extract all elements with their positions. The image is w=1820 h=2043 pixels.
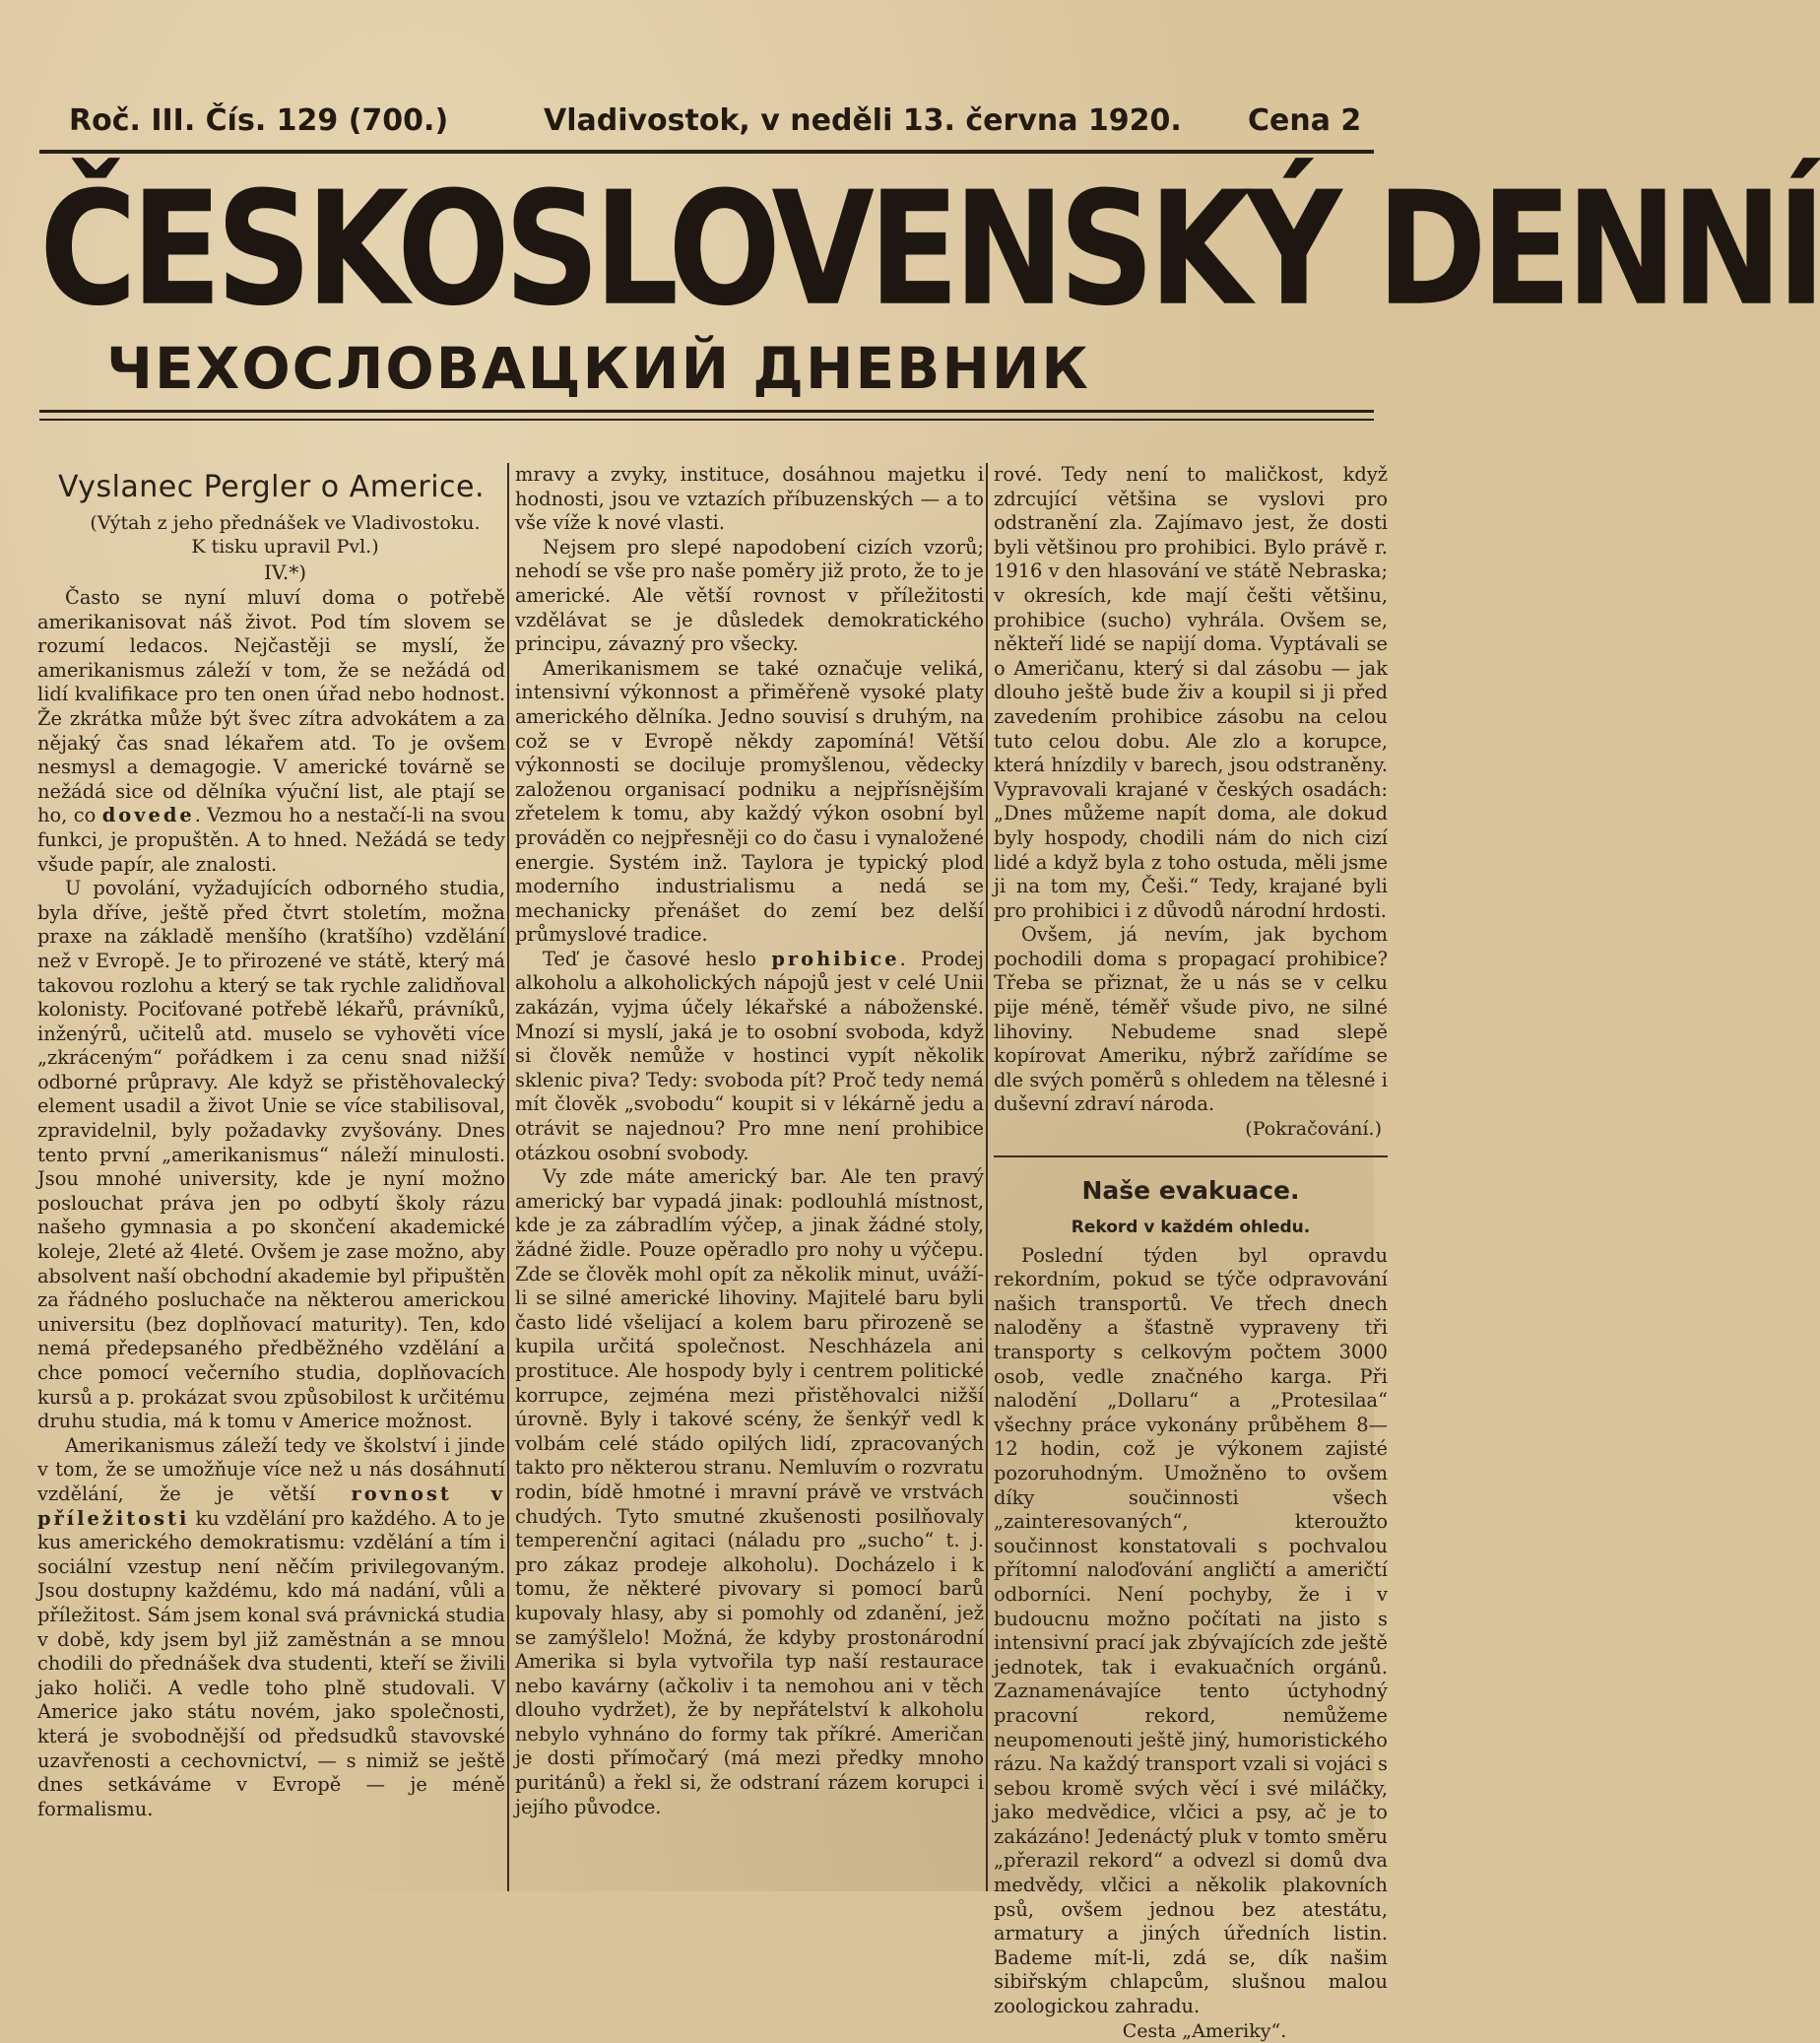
article-paragraph: Amerikanismem se také označuje veliká, intensivní výkonnost a přiměřeně vysoké platy amerického dělníka. Jedno souvisí s druhým, na což se v Evropě někdy zapomíná! Větší výkonnosti se dociluje promyšlenou, vědecky založenou organisací podniku a nejpřísnějším zřetelem k tomu, aby každý výkon osobní byl prováděn co nejpřesněji co do času i vynaložené energie. Systém inž. Taylora je typický plod moderního industrialismu a nedá se mechanicky přenášet do zemí bez delší průmyslové tradice. xyxy=(515,656,984,947)
issue-line xyxy=(69,103,1389,143)
article-paragraph: U povolání, vyžadujících odborného studia, byla dříve, ještě před čtvrt stoletím, možna praxe na základě menšího (kratšího) vzdělání než v Evropě. Je to přirozené ve státě, který má takovou rozlohu a který se tak rychle zalidňoval kolonisty. Pociťované potřebě lékařů, právníků, inženýrů, učitelů atd. muselo se vyhověti více „zkráceným“ pořádkem i za cenu snad nižší odborné průpravy. Ale když se přistěhovalecký element usadil a život Unie se více stabilisoval, zpravidelnil, byly požadavky zvyšovány. Dnes tento první „amerikanismus“ náleží minulosti. Jsou mnohé university, kde je nyní možno poslouchat práva jen po odbytí školy rázu našeho gymnasia a po skončení akademické koleje, 2leté až 4leté. Ovšem je zase možno, aby absolvent naší obchodní akademie byl připuštěn za řádného posluchače na některou americkou universitu (bez doplňovací maturity). Ten, kdo nemá předepsaného předběžného vzdělání a chce pomocí večerního studia, doplňovacích kursů a p. prokázat svou způsobilost k určitému druhu studia, má k tomu v Americe možnost. xyxy=(37,877,505,1433)
issue-date: Vladivostok, v neděli 13. června 1920. xyxy=(544,103,1182,138)
masthead-subtitle: ЧЕХОСЛОВАЦКИЙ ДНЕВНИК xyxy=(106,335,1090,402)
article-paragraph: Nejsem pro slepé napodobení cizích vzorů; nehodí se vše pro naše poměry již proto, že to je americké. Ale větší rovnost v příležitosti vzdělávat se je důsledek demokratického principu, závazný pro všecky. xyxy=(515,535,984,656)
column-3 xyxy=(994,463,1388,2042)
article-paragraph: rové. Tedy není to maličkost, když zdrcující většina se vyslovi pro odstranění zla. Zajímavo jest, že dosti byli většinou pro prohibici. Bylo právě r. 1916 v den hlasování ve státě Nebraska; v okresích, kde mají češti většinu, prohibice (sucho) vyhrála. Ovšem se, někteří lidé se napijí doma. Vyptávali se o Američanu, který si dal zásobu — jak dlouho ještě bude živ a koupil si ji před zavedením prohibice zásobu na celou tuto celou dobu. Ale zlo a korupce, která hnízdily v barech, jsou odstraněny. Vypravovali krajané v českých osadách: „Dnes můžeme napít doma, ale dokud byly hospody, chodili nám do nich cizí lidé a když byla z toho ostuda, měli jsme ji na tom my, Češi.“ Tedy, krajané byli pro prohibici i z důvodů národní hrdosti. xyxy=(994,463,1388,922)
article-separator xyxy=(994,1155,1388,1157)
article-2-subtitle: Rekord v každém ohledu. xyxy=(1071,1217,1311,1237)
top-rule xyxy=(39,150,1374,154)
issue-price: Cena 2 xyxy=(1248,103,1362,138)
article-note-2: K tisku upravil Pvl.) xyxy=(191,536,379,558)
masthead-rule-2 xyxy=(39,419,1374,421)
article-title: Vyslanec Pergler o Americe. xyxy=(57,470,486,504)
article-paragraph: Teď je časové heslo prohibice. Prodej alkoholu a alkoholických nápojů jest v celé Unii zakázán, vyjma účely lékařské a náboženské. Mnozí si myslí, jaká je to osobní svoboda, když si člověk nemůže v hostinci vypít několik sklenic piva? Tedy: svoboda pít? Proč tedy nemá mít člověk „svobodu“ koupit si v lékárně jedu a otrávit se najednou? Pro mne není prohibice otázkou osobní svobody. xyxy=(515,947,985,1164)
article-paragraph: Poslední týden byl opravdu rekordním, pokud se týče odpravování našich transportů. Ve třech dnech naloděny a šťastně vypraveny tři transporty s celkovým počtem 3000 osob, vedle značného karga. Při nalodění „Dollaru“ a „Protesilaa“ všechny práce vykonány průběhem 8—12 hodin, což je výkonem zajisté pozoruhodným. Umožněno to ovšem díky součinnosti všech „zainteresovaných“, kteroužto součinnost konstatovali s pochvalou přítomní naloďování angličtí a američtí odborníci. Není pochyby, že i v budoucnu možno počítati na jisto s intensivní prací jak zbývajících zde ještě jednotek, tak i evakuačních orgánů. Zaznamenávajíce tento úctyhodný pracovní rekord, nemůžeme neupomenouti ještě jiný, humoristického rázu. Na každý transport vzali si vojáci s sebou kromě svých věcí i své miláčky, jako medvědice, vlčici a psy, ač je to zakázáno! Jedenáctý pluk v tomto směru „přerazil rekord“ a odvezl si domů dva medvědy, vlčici a několik plakovních psů, ovšem jednou bez atestátu, armatury a jiných úředních listin. Bademe mít-li, zdá se, dík našim sibiřským chlapcům, slušnou malou zoologickou zahradu. xyxy=(994,1243,1388,2018)
article-paragraph: mravy a zvyky, instituce, dosáhnou majetku i hodnosti, jsou ve vztazích příbuzenských — a to vše víže k nové vlasti. xyxy=(515,463,984,535)
column-divider-1 xyxy=(507,463,509,1891)
article-note-1: (Výtah z jeho přednášek ve Vladivostoku. xyxy=(90,512,481,534)
article-paragraph: Amerikanismus záleží tedy ve školství i jinde v tom, že se umožňuje více než u nás dosáhnutí vzdělání, že je větší rovnost v příležitosti ku vzdělání pro každého. A to je kus amerického demokratismu: vzdělání a tím i sociální vzestup není něčím privilegovaným. Jsou dostupny každému, kdo má nadání, vůli a příležitost. Sám jsem konal svá právnická studia v době, kdy jsem byl již zaměstnán a se mnou chodili do přednášek dva studenti, kteří se živili jako holiči. A vedle toho plně studovali. V Americe jako státu novém, jako společnosti, která je svobodnější od předsudků stavovské uzavřenosti a cechovnictví, — s nimiž se ještě dnes setkáváme v Evropě — je méně formalismu. xyxy=(37,1433,505,1820)
column-2 xyxy=(515,463,984,1891)
masthead-title: ČESKOSLOVENSKÝ DENNÍ xyxy=(39,158,1820,341)
article-paragraph: Vy zde máte americký bar. Ale ten pravý americký bar vypadá jinak: podlouhlá místnost, kde je za zábradlím výčep, a jinak žádné stoly, žádné židle. Pouze opěradlo pro nohy u výčepu. Zde se člověk mohl opít za několik minut, uváží-li se silné americké lihoviny. Majitelé baru byli často lidé všelijací a kolem baru přirozeně se kupila určitá společnost. Neschházela ani prostituce. Ale hospody byly i centrem politické korrupce, zejména mezi přistěhovalci nižší úrovně. Byly i takové scény, že šenkýř vedl k volbám celé stádo opilých lidí, zpracovaných takto pro některou stranu. Nemluvím o rozvratu rodin, bídě hmotné i mravní právě ve vrstvách chudých. Tyto smutné zkušenosti posilňovaly temperenční agitaci (náladu pro „sucho“ t. j. pro zákaz prodeje alkoholu). Docházelo i k tomu, že některé pivovary si pomocí barů kupovaly hlasy, aby si pomohly od zdanění, jež se zamýšlelo! Možná, že kdyby prostonárodní Amerika si byla vytvořila typ naší restaurace nebo kavárny (ačkoliv i ta nemohou ani v těch dlouho vydržet), že by nepřátelství k alkoholu nebylo vyhnáno do formy tak příkré. Američan je dosti přímočarý (má mezi předky mnoho puritánů) a řekl si, že odstraní rázem korupci i jejího původce. xyxy=(515,1165,984,1818)
column-divider-2 xyxy=(986,463,988,1891)
continuation-note: (Pokračování.) xyxy=(1245,1118,1382,1141)
issue-number: Roč. III. Čís. 129 (700.) xyxy=(69,103,449,138)
article-paragraph: Často se nyní mluví doma o potřebě amerikanisovat náš život. Pod tím slovem se rozumí ledacos. Nejčastěji se myslí, že amerikanismus záleží v tom, že se nežádá od lidí kvalifikace pro ten onen úřad nebo hodnost. Že zkrátka může být švec zítra advokátem a za nějaký čas snad lékařem atd. To je ovšem nesmysl a demagogie. V americké továrně se nežádá sice od dělníka výuční list, ale ptají se ho, co dovede. Vezmou ho a nestačí-li na svou funkci, je propuštěn. A to hned. Nežádá se tedy všude papír, ale znalosti. xyxy=(37,586,505,876)
column-1 xyxy=(37,463,505,1891)
article-part-number: IV.*) xyxy=(263,560,306,584)
masthead-rule-1 xyxy=(39,410,1374,413)
article-2-section-head: Cesta „Ameriky“. xyxy=(1122,2019,1287,2042)
article-2-title: Naše evakuace. xyxy=(1081,1175,1300,1205)
article-paragraph: Ovšem, já nevím, jak bychom pochodili doma s propagací prohibice? Třeba se přiznat, že u nás se v celku pije méně, téměř všude pivo, ne silné lihoviny. Nebudeme snad slepě kopírovat Ameriku, nýbrž zařídíme se dle svých poměrů s ohledem na tělesné i duševní zdraví národa. xyxy=(994,923,1388,1116)
